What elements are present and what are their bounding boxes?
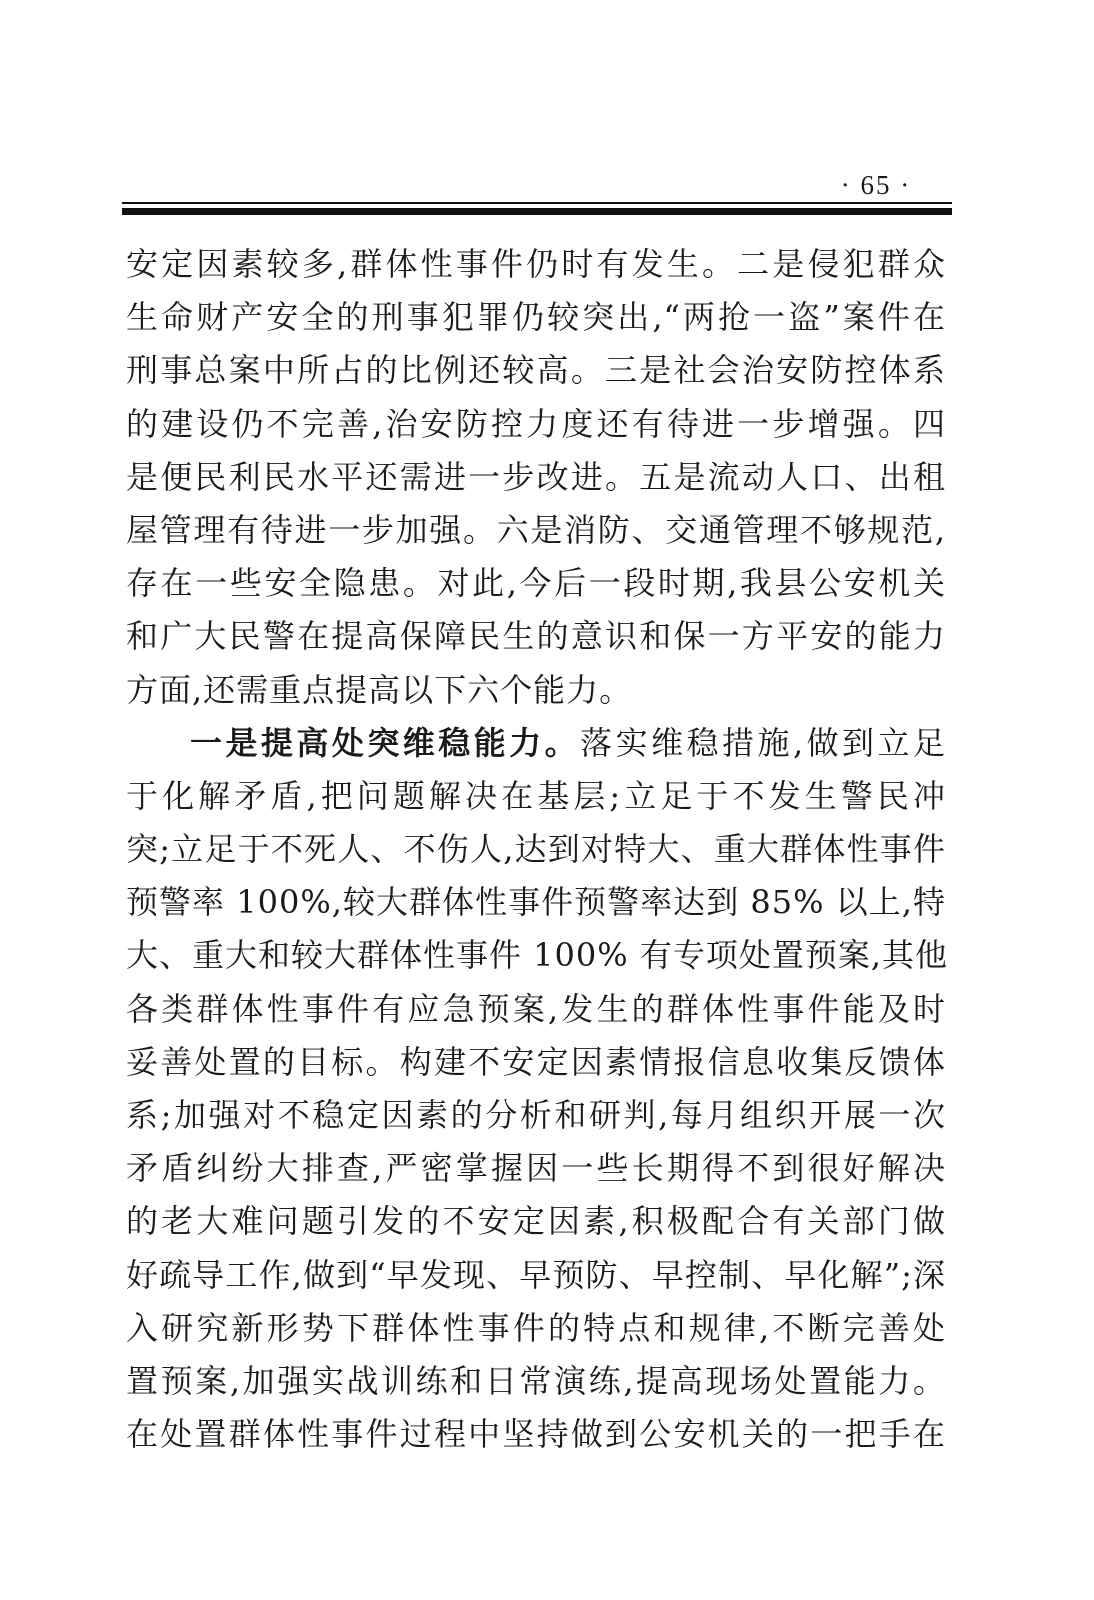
text-line: 方面,还需重点提高以下六个能力。 bbox=[126, 670, 633, 709]
text-line: 刑事总案中所占的比例还较高。三是社会治安防控体系 bbox=[126, 351, 946, 390]
text-line: 于化解矛盾,把问题解决在基层;立足于不发生警民冲 bbox=[126, 776, 946, 815]
text-line: 生命财产安全的刑事犯罪仍较突出,“两抢一盗”案件在 bbox=[126, 298, 946, 337]
body-text bbox=[126, 238, 949, 1461]
header-rule-thick bbox=[122, 208, 952, 215]
section-first-line-text: 落实维稳措施,做到立足 bbox=[580, 723, 946, 762]
text-line: 矛盾纠纷大排查,严密掌握因一些长期得不到很好解决 bbox=[126, 1149, 946, 1188]
text-line: 是便民利民水平还需进一步改进。五是流动人口、出租 bbox=[126, 457, 946, 496]
text-line: 入研究新形势下群体性事件的特点和规律,不断完善处 bbox=[126, 1308, 946, 1347]
text-line: 突;立足于不死人、不伤人,达到对特大、重大群体性事件 bbox=[126, 830, 946, 869]
text-line: 大、重大和较大群体性事件 100% 有专项处置预案,其他 bbox=[126, 936, 949, 975]
text-line: 屋管理有待进一步加强。六是消防、交通管理不够规范, bbox=[126, 510, 946, 549]
text-line: 存在一些安全隐患。对此,今后一段时期,我县公安机关 bbox=[126, 564, 946, 603]
text-line: 各类群体性事件有应急预案,发生的群体性事件能及时 bbox=[126, 989, 946, 1028]
text-line: 的老大难问题引发的不安定因素,积极配合有关部门做 bbox=[126, 1202, 946, 1241]
section-first-line bbox=[126, 717, 946, 770]
text-line: 妥善处置的目标。构建不安定因素情报信息收集反馈体 bbox=[126, 1042, 946, 1081]
text-line: 在处置群体性事件过程中坚持做到公安机关的一把手在 bbox=[126, 1415, 946, 1454]
text-line: 安定因素较多,群体性事件仍时有发生。二是侵犯群众 bbox=[126, 245, 946, 283]
text-line: 系;加强对不稳定因素的分析和研判,每月组织开展一次 bbox=[126, 1096, 946, 1134]
header-rule-thin bbox=[122, 202, 952, 204]
text-line: 的建设仍不完善,治安防控力度还有待进一步增强。四 bbox=[126, 404, 946, 443]
page-number: · 65 · bbox=[840, 170, 912, 200]
text-line: 好疏导工作,做到“早发现、早预防、早控制、早化解”;深 bbox=[126, 1255, 946, 1294]
text-line: 置预案,加强实战训练和日常演练,提高现场处置能力。 bbox=[126, 1361, 946, 1400]
text-line: 和广大民警在提高保障民生的意识和保一方平安的能力 bbox=[126, 617, 946, 656]
text-line: 预警率 100%,较大群体性事件预警率达到 85% 以上,特 bbox=[126, 883, 946, 922]
section-heading: 一是提高处突维稳能力。 bbox=[190, 723, 581, 762]
